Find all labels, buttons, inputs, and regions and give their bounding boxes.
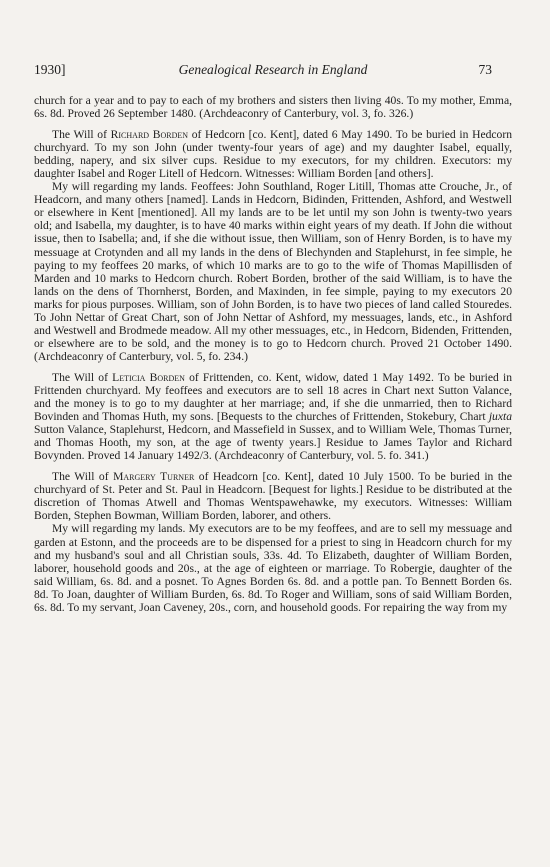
paragraph-continuation: church for a year and to pay to each of my brothers and sisters then living 40s. To my mother, Emma, 6s. 8d. Proved 26 September 1480. (Archdeaconry of Canterbury, vol. 3, fo. 326.) [34, 94, 512, 121]
paragraph-will-leticia-borden: The Will of Leticia Borden of Frittenden, co. Kent, widow, dated 1 May 1492. To be buried in Frittenden churchyard. My feoffees and executors are to sell 18 acres in Chart next Sutton Valance, and the money is to go to my daughter at her marriage; and, if she die unmarried, then to Richard Bovinden and Thomas Huth, my sons. [Bequests to the churches of Frittenden, Stokebury, Chart juxta Sutton Valance, Staplehurst, Hedcorn, and Massefield in Sussex, and to William Wele, Thomas Turner, and Thomas Hooth, my son, at the age of twenty years.] Residue to James Taylor and Richard Bovynden. Proved 14 January 1492/3. (Archdeaconry of Canterbury, vol. 5. fo. 341.) [34, 370, 513, 463]
paragraph-margery-turner-lands: My will regarding my lands. My executors are to be my feoffees, and are to sell my messuage and garden at Estonn, and the proceeds are to be dispensed for a priest to sing in Headcorn church for my and my husband's soul and all Christian souls, 33s. 4d. To Elizabeth, daughter of William Borden, laborer, household goods and 20s., at the age of eighteen or marriage. To Robergie, daughter of the said William, 6s. 8d. and a posnet. To Agnes Borden 6s. 8d. and a pottle pan. To Bennett Borden 6s. 8d. To Joan, daughter of William Burden, 6s. 8d. To Roger and William, sons of said William Borden, 6s. 8d. To my servant, Joan Caveney, 20s., corn, and household goods. For repairing the way from my [34, 522, 512, 614]
testator-name: Margery Turner [113, 470, 195, 484]
paragraph-richard-borden-lands: My will regarding my lands. Feoffees: John Southland, Roger Litill, Thomas atte Crouche, Jr., of Headcorn, and many others [named]. Lands in Hedcorn, Bidinden, Frittenden, Ashford, and Westwell or elsewhere in Kent [mentioned]. All my lands are to be let until my son John is twenty-two years old; and Isabella, my daughter, is to have 40 marks within eight years of my death. If John die without issue, then to Isabella; and, if she die without issue, then William, son of Henry Borden, is to have my messuage at Crotynden and all my lands in the dens of Blechynden and Staplehurst, in fee simple, he paying to my feoffees 20 marks, of which 10 marks are to go to the wife of Thomas Mapillisden of Marden and 10 marks to Hedcorn church. Robert Borden, brother of the said William, is to have the lands on the dens of Thornherst, Borden, and Maxinden, in fee simple, paying to my executors 20 marks for pious purposes. William, son of John Borden, is to have two pieces of land called Stouredes. To John Nettar of Great Chart, son of John Nettar of Ashford, my messuages, lands, etc., in Ashford and Westwell and Brodmede meadow. All my other messuages, etc., in Hedcorn, Bidenden, Frittenden, or elsewhere are to be sold, and the money is to go to Hedcorn church. Proved 21 October 1490. (Archdeaconry of Canterbury, vol. 5, fo. 234.) [34, 180, 512, 363]
paragraph-will-margery-turner: The Will of Margery Turner of Headcorn [co. Kent], dated 10 July 1500. To be buried in the churchyard of St. Peter and St. Paul in Headcorn. [Bequest for lights.] Residue to be distributed at the discretion of Thomas Atwell and Thomas Wentspawehawke, my executors. Witnesses: William Borden, Stephen Bowman, William Borden, laborer, and others. [34, 470, 512, 523]
testator-name: Richard Borden [110, 128, 189, 142]
page-body [34, 94, 512, 614]
latin-term: juxta [488, 410, 512, 424]
header-title: Genealogical Research in England [178, 62, 368, 77]
paragraph-will-richard-borden: The Will of Richard Borden of Hedcorn [co. Kent], dated 6 May 1490. To be buried in Hedcorn churchyard. To my son John (under twenty-four years of age) and my daughter Isabel, equally, bedding, napery, and six silver cups. Residue to my executors, for my children. Executors: my daughter Isabel and Roger Litell of Hedcorn. Witnesses: William Borden [and others]. [34, 128, 512, 181]
page-number: 73 [478, 62, 492, 77]
testator-name: Leticia Borden [112, 370, 185, 384]
running-header [34, 62, 512, 82]
book-page [34, 62, 512, 614]
header-year: 1930] [34, 62, 66, 77]
